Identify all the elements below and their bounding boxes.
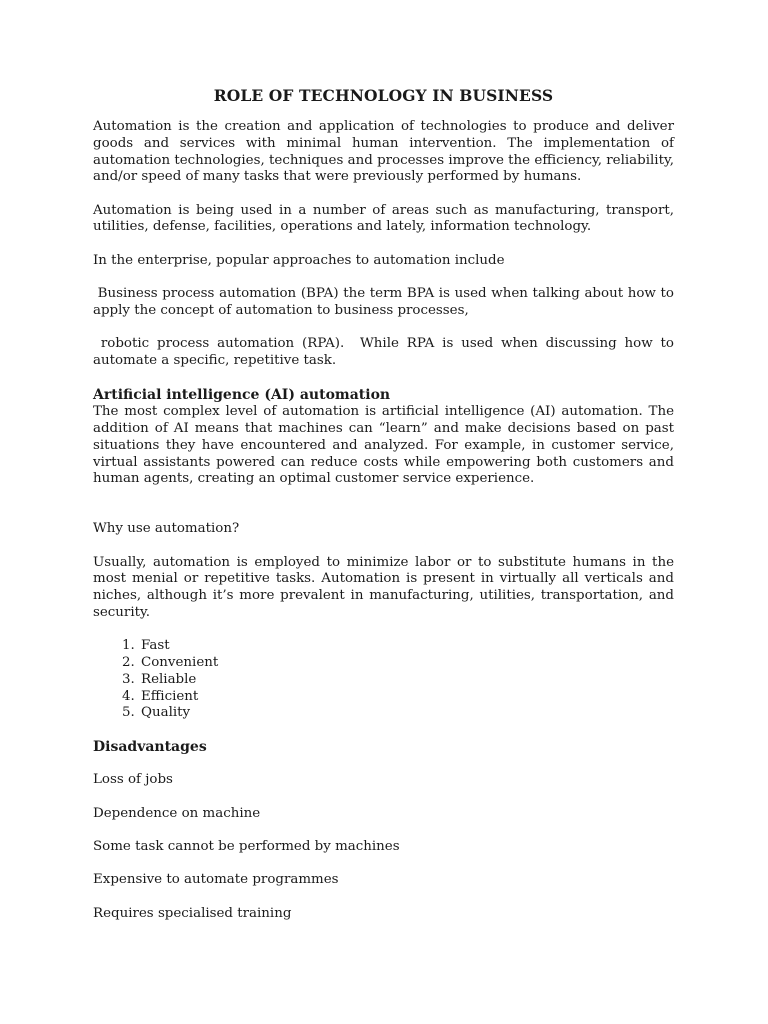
list-item: 5. Quality	[139, 705, 674, 722]
disadvantage-item: Some task cannot be performed by machines	[93, 839, 400, 854]
disadvantage-item: Requires specialised training	[93, 905, 292, 921]
paragraph-approaches: In the enterprise, popular approaches to automation include	[93, 252, 505, 268]
paragraph-rpa: robotic process automation (RPA). While RPA is used when discussing how to automate a specific, repetitive task.	[93, 336, 679, 368]
disadvantage-item: Dependence on machine	[93, 805, 261, 821]
list-item: 1. Fast	[139, 638, 674, 655]
disadvantage-item: Loss of jobs	[93, 772, 173, 788]
list-item: 3. Reliable	[139, 672, 674, 689]
section-heading-disadvantages: Disadvantages	[93, 739, 207, 756]
paragraph-bpa: Business process automation (BPA) the term BPA is used when talking about how to apply the concept of automation to business processes,	[93, 286, 679, 318]
paragraph-why: Why use automation?	[93, 521, 240, 537]
page-title: ROLE OF TECHNOLOGY IN BUSINESS	[213, 86, 554, 105]
paragraph-areas: Automation is being used in a number of areas such as manufacturing, transport, utilities, defense, facilities, operations and lately, information technology.	[93, 202, 674, 235]
disadvantage-item: Expensive to automate programmes	[93, 872, 339, 888]
benefits-list	[93, 638, 674, 722]
document-page	[93, 86, 679, 939]
list-item: 2. Convenient	[139, 655, 674, 672]
paragraph-ai: The most complex level of automation is artificial intelligence (AI) automation. The addition of AI means that machines can “learn” and make decisions based on past situations they have encountered and analyzed. For example, in customer service, virtual assistants powered can reduce costs while empowering both customers and human agents, creating an optimal customer service experience.	[93, 404, 674, 487]
section-heading-ai: Artificial intelligence (AI) automation	[93, 387, 391, 404]
paragraph-intro: Automation is the creation and application of technologies to produce and deliver goods and services with minimal human intervention. The implementation of automation technologies, techniques and processes improve the efficiency, reliability, and/or speed of many tasks that were previously performed by humans.	[93, 119, 674, 185]
paragraph-usually: Usually, automation is employed to minimize labor or to substitute humans in the most menial or repetitive tasks. Automation is present in virtually all verticals and niches, although it’s more prevalent in manufacturing, utilities, transportation, and security.	[93, 554, 674, 620]
list-item: 4. Efficient	[139, 689, 674, 706]
